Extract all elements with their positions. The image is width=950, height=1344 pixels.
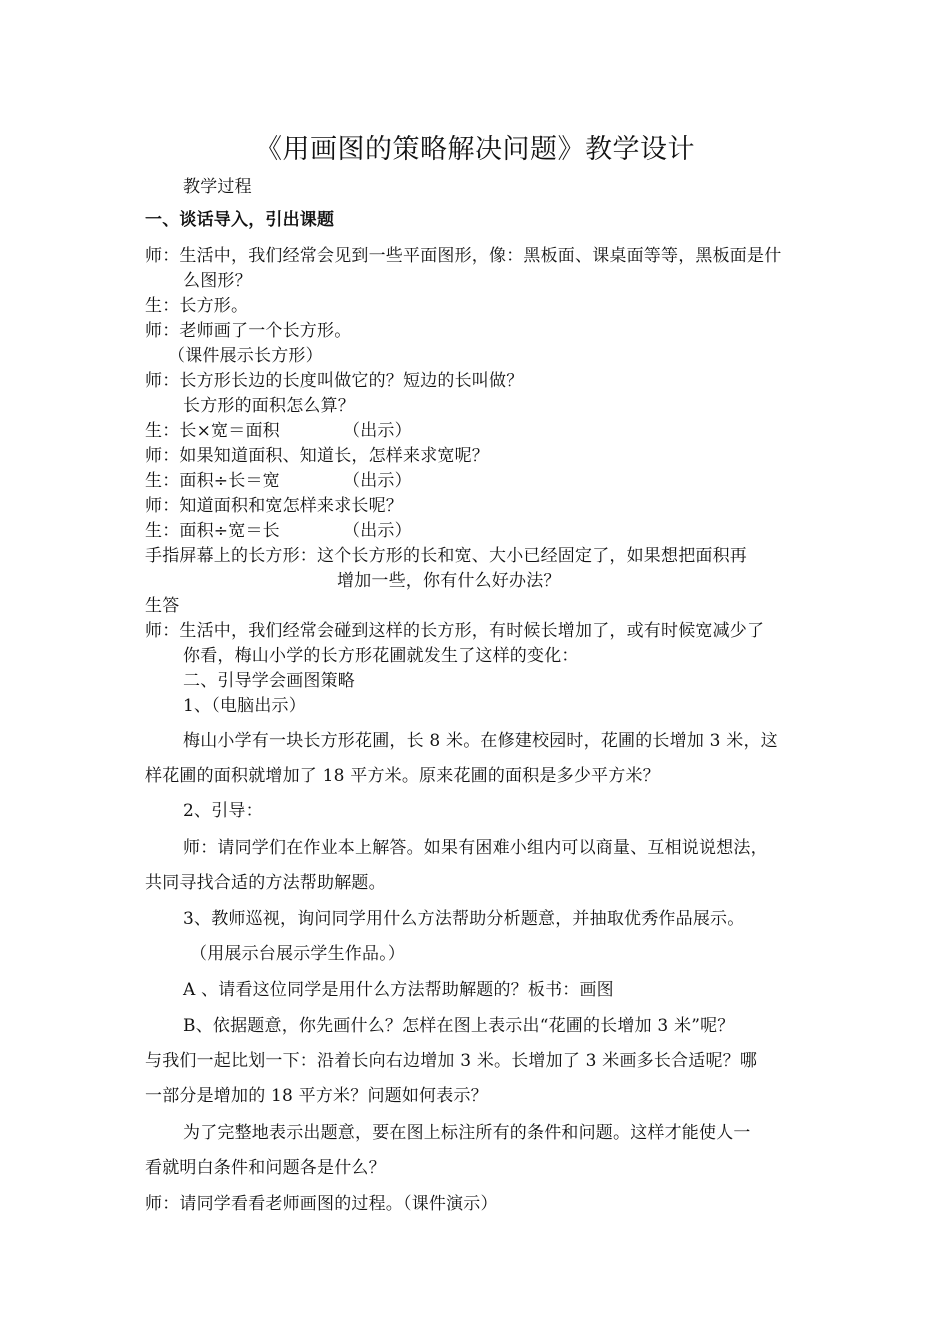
text-line: （用展示台展示学生作品。） bbox=[190, 944, 406, 964]
text-line: 师：请同学们在作业本上解答。如果有困难小组内可以商量、互相说说想法， bbox=[183, 838, 768, 858]
section-heading-2: 二、引导学会画图策略 bbox=[183, 671, 355, 691]
text-line: 一部分是增加的 18 平方米？问题如何表示？ bbox=[145, 1086, 488, 1106]
text-line: 生：长×宽＝面积 bbox=[145, 421, 280, 441]
text-line: 生：长方形。 bbox=[145, 296, 249, 316]
text-line: 样花圃的面积就增加了 18 平方米。原来花圃的面积是多少平方米？ bbox=[145, 766, 660, 786]
section-heading-1: 一、谈话导入，引出课题 bbox=[145, 210, 335, 230]
text-line: 手指屏幕上的长方形：这个长方形的长和宽、大小已经固定了，如果想把面积再 bbox=[145, 546, 747, 566]
text-line: 生：面积÷长＝宽 bbox=[145, 471, 280, 491]
text-line-note: （出示） bbox=[343, 421, 412, 441]
text-line: 师：长方形长边的长度叫做它的？短边的长叫做？ bbox=[145, 371, 524, 391]
text-line: 师：如果知道面积、知道长，怎样来求宽呢？ bbox=[145, 446, 489, 466]
page-title: 《用画图的策略解决问题》教学设计 bbox=[255, 134, 695, 165]
text-line: 1、（电脑出示） bbox=[183, 696, 306, 716]
text-line: 为了完整地表示出题意，要在图上标注所有的条件和问题。这样才能使人一 bbox=[183, 1123, 751, 1143]
text-line-note: （出示） bbox=[343, 521, 412, 541]
text-line: 共同寻找合适的方法帮助解题。 bbox=[145, 873, 386, 893]
text-line: 你看，梅山小学的长方形花圃就发生了这样的变化： bbox=[183, 646, 579, 666]
text-line: 么图形？ bbox=[183, 271, 252, 291]
text-line: 看就明白条件和问题各是什么？ bbox=[145, 1158, 386, 1178]
text-line: 师：知道面积和宽怎样来求长呢？ bbox=[145, 496, 403, 516]
text-line: （课件展示长方形） bbox=[168, 346, 323, 366]
text-line: 长方形的面积怎么算？ bbox=[183, 396, 355, 416]
text-line: 生答 bbox=[145, 596, 180, 616]
text-line-note: （出示） bbox=[343, 471, 412, 491]
text-line: 师：请同学看看老师画图的过程。（课件演示） bbox=[145, 1194, 498, 1214]
text-line: 3、教师巡视，询问同学用什么方法帮助分析题意，并抽取优秀作品展示。 bbox=[183, 909, 745, 929]
text-line: 2、引导： bbox=[183, 801, 263, 821]
text-line: B、依据题意，你先画什么？怎样在图上表示出“花圃的长增加 3 米”呢？ bbox=[183, 1016, 735, 1036]
text-line: 增加一些，你有什么好办法？ bbox=[337, 571, 561, 591]
text-line: 师：老师画了一个长方形。 bbox=[145, 321, 352, 341]
text-line: 师：生活中，我们经常会碰到这样的长方形，有时候长增加了，或有时候宽减少了 bbox=[145, 621, 765, 641]
text-line: 梅山小学有一块长方形花圃，长 8 米。在修建校园时，花圃的长增加 3 米，这 bbox=[183, 731, 778, 751]
text-line: 师：生活中，我们经常会见到一些平面图形，像：黑板面、课桌面等等，黑板面是什 bbox=[145, 246, 782, 266]
text-line: 与我们一起比划一下：沿着长向右边增加 3 米。长增加了 3 米画多长合适呢？哪 bbox=[145, 1051, 758, 1071]
subtitle-teaching-process: 教学过程 bbox=[183, 177, 252, 197]
text-line: A 、请看这位同学是用什么方法帮助解题的？板书：画图 bbox=[183, 980, 614, 1000]
text-line: 生：面积÷宽＝长 bbox=[145, 521, 280, 541]
